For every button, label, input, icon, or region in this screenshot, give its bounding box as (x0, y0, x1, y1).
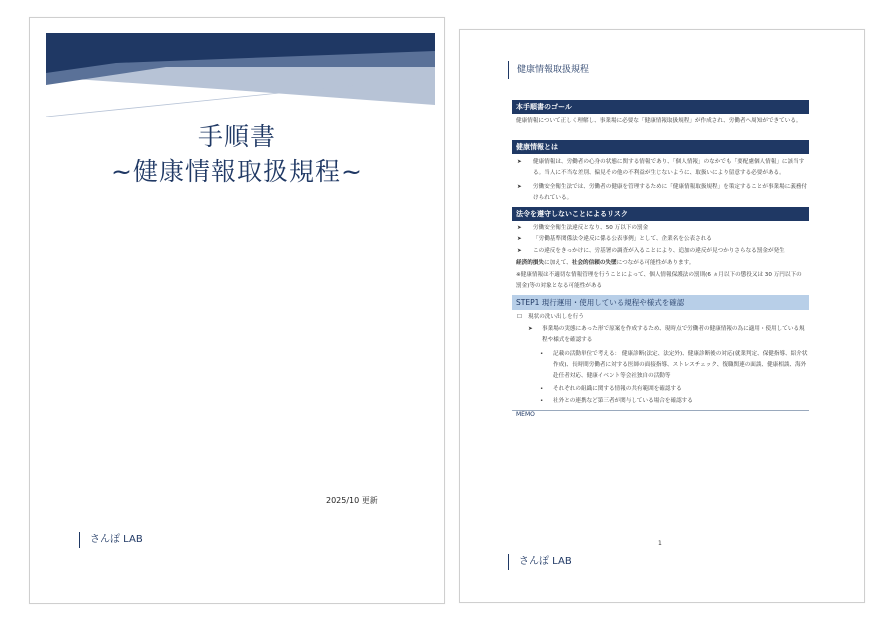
step1-checkbox-label: 現状の洗い出しを行う (528, 314, 584, 320)
risk-bullet: この違反をきっかけに、労基署の調査が入ることにより、追加の違反が見つかりさらなる罰金が発生 (533, 248, 785, 254)
section-heading-risk: 法令を遵守しないことによるリスク (512, 207, 809, 221)
page-number: 1 (658, 540, 662, 547)
risk-strong-2: 社会的信頼の失墜 (571, 260, 617, 266)
step1-heading: STEP1 現行運用・使用している規程や様式を確認 (512, 295, 809, 310)
memo-label: MEMO (516, 411, 535, 418)
cover-page (29, 17, 445, 604)
cover-subtitle: ~健康情報取扱規程~ (111, 157, 363, 186)
arrow-bullet-icon: ➤ (517, 184, 522, 190)
update-date: 2025/10 更新 (326, 496, 378, 505)
section-heading-goal: 本手順書のゴール (512, 100, 809, 114)
about-bullet: 健康情報は、労働者の心身の状態に関する情報であり、「個人情報」のなかでも「要配慮個人情報」に該当する。当人に不当な差別、偏見その他の不利益が生じないように、取扱いにより留意する必要がある。 (533, 159, 805, 176)
step1-dot-item: 記載の活動単位で考える： 健康診断(法定、法定外)、健康診断後の対応(就業判定、保健指導、紹介状作成)、長時間労働者に対する医師の面接指導、ストレスチェック、復職関連の面談、健康相談、海外赴任者対応、健康イベント等会社独自の活動等 (553, 351, 808, 379)
risk-emphasis-line (516, 258, 806, 269)
arrow-bullet-icon: ➤ (517, 248, 522, 254)
content-page (459, 29, 865, 603)
risk-end: につながる可能性があります。 (616, 260, 695, 266)
step1-dot-item: それぞれの組織に関する情報の共有範囲を確認する (553, 386, 682, 392)
step1-dot-item: 社外との連携など第三者が関与している場合を確認する (553, 398, 693, 404)
about-bullet: 労働安全衛生法では、労働者の健康を管理するために「健康情報取扱規程」を策定することが事業場に義務付けられている。 (533, 184, 808, 201)
arrow-bullet-icon: ➤ (517, 236, 522, 242)
cover-banner-graphic (46, 33, 435, 117)
arrow-bullet-icon: ➤ (517, 225, 522, 231)
risk-bullet: 「労働基準関係法令違反に係る公表事例」として、企業名を公表される (533, 236, 712, 242)
checkbox-icon: ☐ (517, 314, 523, 320)
cover-title: 手順書 (197, 122, 276, 151)
risk-strong-1: 経済的損失 (516, 260, 544, 266)
goal-text: 健康情報について正しく理解し、事業場に必要な「健康情報取扱規程」が作成され、労働者へ周知ができている。 (516, 118, 802, 124)
dot-bullet-icon: • (540, 351, 544, 357)
cover-brand: さんぽ LAB (79, 532, 143, 548)
content-brand: さんぽ LAB (508, 554, 572, 570)
section-heading-about: 健康情報とは (512, 140, 809, 154)
arrow-bullet-icon: ➤ (517, 159, 522, 165)
risk-note: ※健康情報は不適切な情報管理を行うことによって、個人情報保護法の罰則(6 ヵ月以下の懲役又は 30 万円以下の罰金)等の対象となる可能性がある (516, 272, 802, 289)
dot-bullet-icon: • (540, 398, 544, 404)
risk-bullet: 労働安全衛生法違反となり、50 万以下の罰金 (533, 225, 649, 231)
risk-mid: に加えて、 (543, 260, 572, 266)
memo-divider (512, 410, 809, 411)
arrow-bullet-icon: ➤ (528, 326, 533, 332)
document-header: 健康情報取扱規程 (508, 61, 589, 79)
dot-bullet-icon: • (540, 386, 544, 392)
step1-sub-bullet: 事業場の実態にあった形で原案を作成するため、現時点で労働者の健康情報の為に適用・使用している規程や様式を確認する (542, 326, 805, 343)
